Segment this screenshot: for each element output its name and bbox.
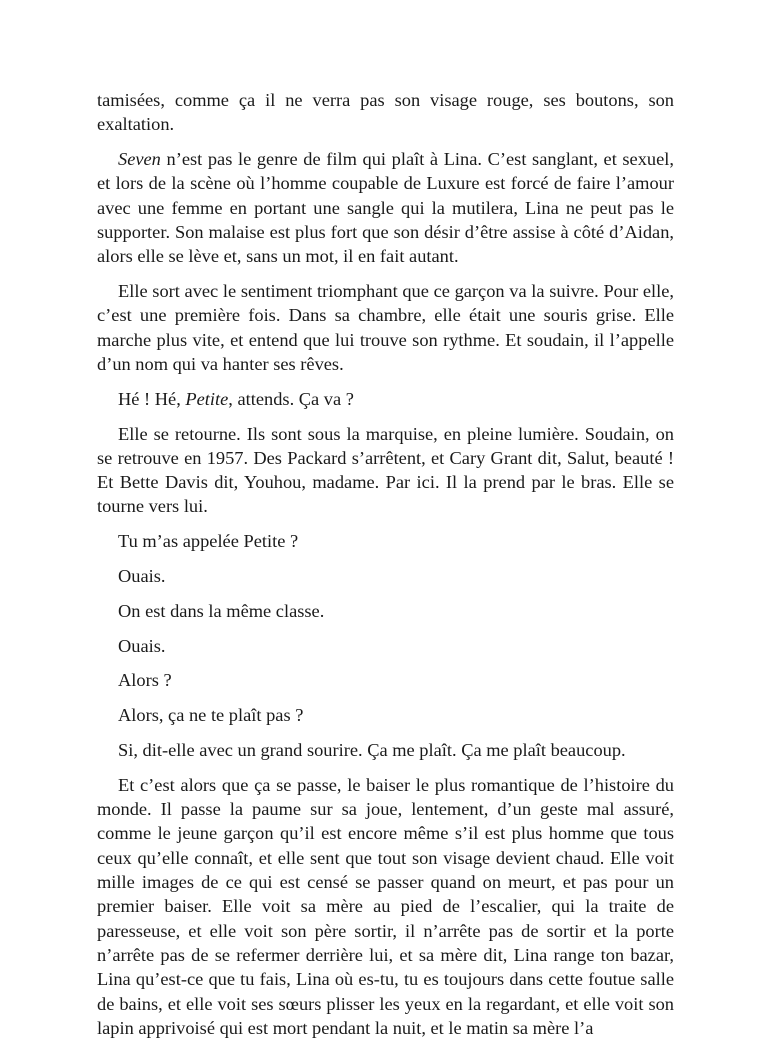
paragraph xyxy=(97,738,674,762)
paragraph xyxy=(97,703,674,727)
italic-text: Petite xyxy=(185,388,229,409)
text-segment: On est dans la même classe. xyxy=(118,600,325,621)
text-segment: Ouais. xyxy=(118,566,166,587)
paragraph xyxy=(97,634,674,658)
text-segment: Tu m’as appelée Petite ? xyxy=(118,531,299,552)
paragraph xyxy=(97,668,674,692)
text-segment: Hé ! Hé, xyxy=(118,388,186,409)
paragraph xyxy=(97,599,674,623)
paragraph xyxy=(97,147,674,268)
text-segment: Alors, ça ne te plaît pas ? xyxy=(118,705,304,726)
paragraph xyxy=(97,88,674,137)
text-segment: Alors ? xyxy=(118,670,172,691)
text-segment: Elle se retourne. Ils sont sous la marquise, en pleine lumière. Soudain, on se retrouve en 1957. Des Packard s’arrêtent, et Cary Grant dit, Salut, beauté ! Et Bette Davis dit, Youhou, madame. Par ici. Il la prend par le bras. Elle se tourne vers lui. xyxy=(97,423,674,517)
italic-text: Seven xyxy=(118,149,161,170)
paragraph xyxy=(97,564,674,588)
paragraph xyxy=(97,422,674,519)
text-segment: Ouais. xyxy=(118,635,166,656)
book-page-text xyxy=(97,88,674,1051)
text-segment: tamisées, comme ça il ne verra pas son visage rouge, ses boutons, son exaltation. xyxy=(97,90,674,135)
paragraph xyxy=(97,387,674,411)
text-segment: Elle sort avec le sentiment triomphant que ce garçon va la suivre. Pour elle, c’est une première fois. Dans sa chambre, elle était une souris grise. Elle marche plus vite, et entend que lui trouve son rythme. Et soudain, il l’appelle d’un nom qui va hanter ses rêves. xyxy=(97,281,674,374)
paragraph xyxy=(97,773,674,1040)
text-segment: , attends. Ça va ? xyxy=(228,388,354,409)
text-segment: Si, dit-elle avec un grand sourire. Ça me plaît. Ça me plaît beaucoup. xyxy=(118,740,626,761)
paragraph xyxy=(97,279,674,376)
text-segment: n’est pas le genre de film qui plaît à Lina. C’est sanglant, et sexuel, et lors de la scène où l’homme coupable de Luxure est forcé de faire l’amour avec une femme en portant une sangle qui la mutilera, Lina ne peut pas le supporter. Son malaise est plus fort que son désir d’être assise à côté d’Aidan, alors elle se lève et, sans un mot, il en fait autant. xyxy=(97,149,674,267)
paragraph xyxy=(97,529,674,553)
text-segment: Et c’est alors que ça se passe, le baiser le plus romantique de l’histoire du monde. Il passe la paume sur sa joue, lentement, d’un geste mal assuré, comme le jeune garçon qu’il est encore même s’il est plus homme que tous ceux qu’elle connaît, et elle sent que tout son visage devient chaud. Elle voit mille images de ce qui est censé se passer quand on meurt, et pas pour un premier baiser. Elle voit sa mère au pied de l’escalier, qui la traite de paresseuse, et elle voit son père sortir, il n’arrête pas de sortir et la porte n’arrête pas de se refermer derrière lui, et sa mère dit, Lina range ton bazar, Lina qu’est-ce que tu fais, Lina où es-tu, tu es toujours dans cette foutue salle de bains, et elle voit ses sœurs plisser les yeux en la regardant, et elle voit son lapin apprivoisé qui est mort pendant la nuit, et le matin sa mère l’a xyxy=(97,774,674,1038)
